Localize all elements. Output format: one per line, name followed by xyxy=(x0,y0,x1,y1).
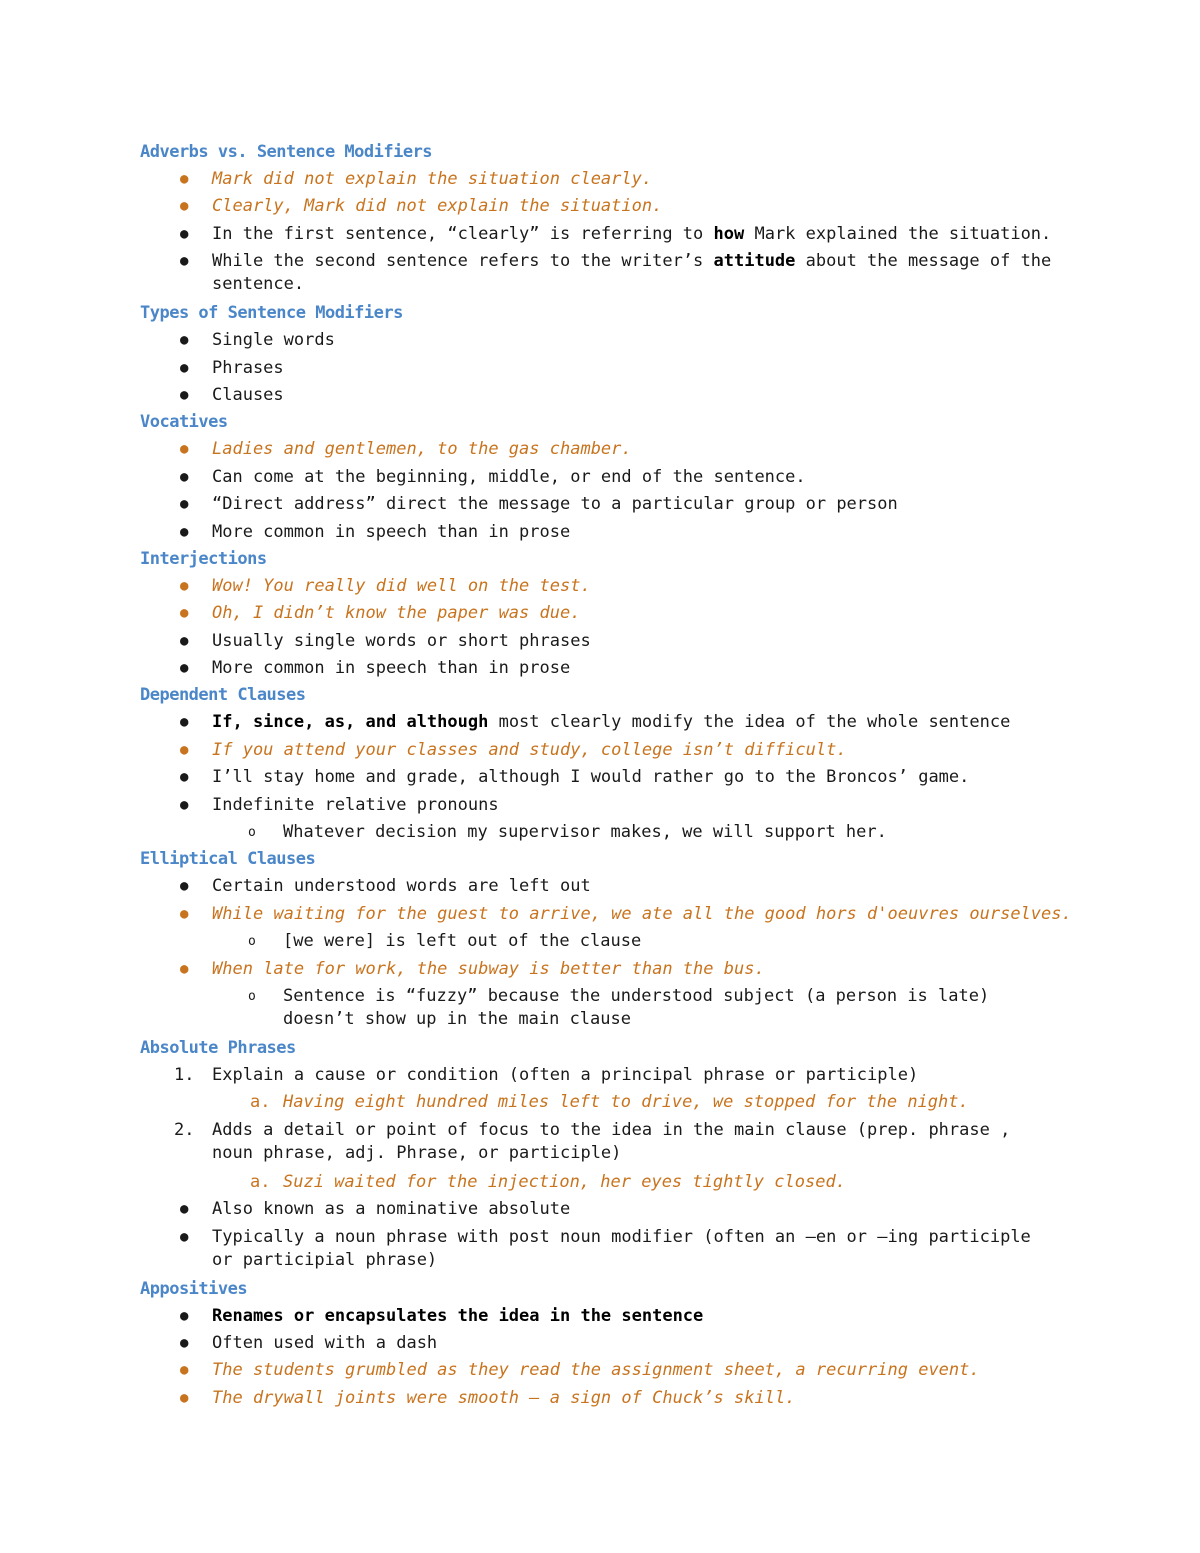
bullet-icon: ● xyxy=(180,605,189,622)
bullet-icon: ● xyxy=(180,1201,189,1218)
list-item: ● Phrases xyxy=(140,355,1070,382)
list-item: ● Renames or encapsulates the idea in the sentence xyxy=(140,1303,1070,1330)
list-item: ● Clauses xyxy=(140,382,1070,409)
list-item: ● More common in speech than in prose xyxy=(140,655,1070,682)
section-heading: Interjections xyxy=(140,548,267,569)
section-heading: Dependent Clauses xyxy=(140,685,306,706)
list-item: ● Mark did not explain the situation clearly. xyxy=(140,166,1070,193)
bullet-icon: ● xyxy=(180,1307,189,1324)
list-item: ● Indefinite relative pronouns xyxy=(140,792,1070,819)
bullet-icon: ● xyxy=(180,441,189,458)
list-item: ● Single words xyxy=(140,327,1070,354)
section-heading: Vocatives xyxy=(140,412,228,433)
bullet-icon: ● xyxy=(180,577,189,594)
list-item: ● Also known as a nominative absolute xyxy=(140,1196,1070,1223)
sub-list-item: o [we were] is left out of the clause xyxy=(140,928,1070,955)
list-item: ● “Direct address” direct the message to a particular group or person xyxy=(140,491,1070,518)
list-item: ● Often used with a dash xyxy=(140,1330,1070,1357)
list-item: ● If, since, as, and although most clearly modify the idea of the whole sentence xyxy=(140,709,1070,736)
section-heading: Appositives xyxy=(140,1278,248,1299)
bullet-icon: ● xyxy=(180,496,189,513)
list-item: ● If you attend your classes and study, college isn’t difficult. xyxy=(140,737,1070,764)
bullet-icon: ● xyxy=(180,1362,189,1379)
list-item: ● More common in speech than in prose xyxy=(140,519,1070,546)
bullet-icon: ● xyxy=(180,960,189,977)
bullet-icon: ● xyxy=(180,1334,189,1351)
item-letter: a. xyxy=(250,1171,271,1192)
bullet-icon: ● xyxy=(180,332,189,349)
list-item: ● Oh, I didn’t know the paper was due. xyxy=(140,600,1070,627)
circle-bullet-icon: o xyxy=(248,988,256,1004)
bullet-icon: ● xyxy=(180,253,189,270)
circle-bullet-icon: o xyxy=(248,825,256,841)
bullet-icon: ● xyxy=(180,905,189,922)
bullet-icon: ● xyxy=(180,632,189,649)
item-number: 2. xyxy=(174,1119,195,1140)
bullet-icon: ● xyxy=(180,1389,189,1406)
item-number: 1. xyxy=(174,1064,195,1085)
list-item: ● The students grumbled as they read the assignment sheet, a recurring event. xyxy=(140,1357,1070,1384)
bullet-icon: ● xyxy=(180,359,189,376)
sub-list-item: a. Having eight hundred miles left to drive, we stopped for the night. xyxy=(140,1089,1070,1116)
bullet-icon: ● xyxy=(180,386,189,403)
section-heading: Absolute Phrases xyxy=(140,1037,296,1058)
bullet-icon: ● xyxy=(180,1228,189,1245)
bullet-icon: ● xyxy=(180,660,189,677)
list-item: ● I’ll stay home and grade, although I would rather go to the Broncos’ game. xyxy=(140,764,1070,791)
list-item: ● Wow! You really did well on the test. xyxy=(140,573,1070,600)
bullet-icon: ● xyxy=(180,878,189,895)
numbered-item: 2. Adds a detail or point of focus to the idea in the main clause (prep. phrase , noun phrase, adj. Phrase, or participle) xyxy=(174,1119,1011,1163)
sub-list-item: a. Suzi waited for the injection, her eyes tightly closed. xyxy=(140,1169,1070,1196)
list-item: ● When late for work, the subway is better than the bus. xyxy=(140,956,1070,983)
bullet-icon: ● xyxy=(180,225,189,242)
sub-list-item: o Whatever decision my supervisor makes, we will support her. xyxy=(140,819,1070,846)
circle-bullet-icon: o xyxy=(248,934,256,950)
bullet-icon: ● xyxy=(180,198,189,215)
section-heading: Types of Sentence Modifiers xyxy=(140,303,403,324)
list-item: ● Usually single words or short phrases xyxy=(140,628,1070,655)
list-item: ● Certain understood words are left out xyxy=(140,873,1070,900)
section-heading: Adverbs vs. Sentence Modifiers xyxy=(140,142,433,162)
list-item: ● Clearly, Mark did not explain the situation. xyxy=(140,193,1070,220)
list-item: ● Typically a noun phrase with post noun modifier (often an –en or –ing participle or participial phrase) xyxy=(180,1226,1031,1270)
list-item: ● While waiting for the guest to arrive, we ate all the good hors d'oeuvres ourselves. xyxy=(140,901,1070,928)
bullet-icon: ● xyxy=(180,796,189,813)
sub-list-item: o Sentence is “fuzzy” because the understood subject (a person is late) doesn’t show up in the main clause xyxy=(248,985,990,1029)
bullet-icon: ● xyxy=(180,468,189,485)
bullet-icon: ● xyxy=(180,523,189,540)
item-letter: a. xyxy=(250,1092,271,1113)
numbered-item: 1. Explain a cause or condition (often a principal phrase or participle) xyxy=(140,1062,1070,1089)
section-heading: Elliptical Clauses xyxy=(140,849,316,870)
list-item: ● Can come at the beginning, middle, or end of the sentence. xyxy=(140,464,1070,491)
list-item: ● The drywall joints were smooth — a sign of Chuck’s skill. xyxy=(140,1385,1070,1412)
list-item: ● While the second sentence refers to the writer’s attitude about the message of the sentence. xyxy=(180,251,1052,295)
bullet-icon: ● xyxy=(180,171,189,187)
bullet-icon: ● xyxy=(180,714,189,731)
list-item: ● In the first sentence, “clearly” is referring to how Mark explained the situation. xyxy=(140,221,1070,248)
bullet-icon: ● xyxy=(180,741,189,758)
list-item: ● Ladies and gentlemen, to the gas chamber. xyxy=(140,436,1070,463)
document-page xyxy=(140,139,1070,1412)
bullet-icon: ● xyxy=(180,769,189,786)
